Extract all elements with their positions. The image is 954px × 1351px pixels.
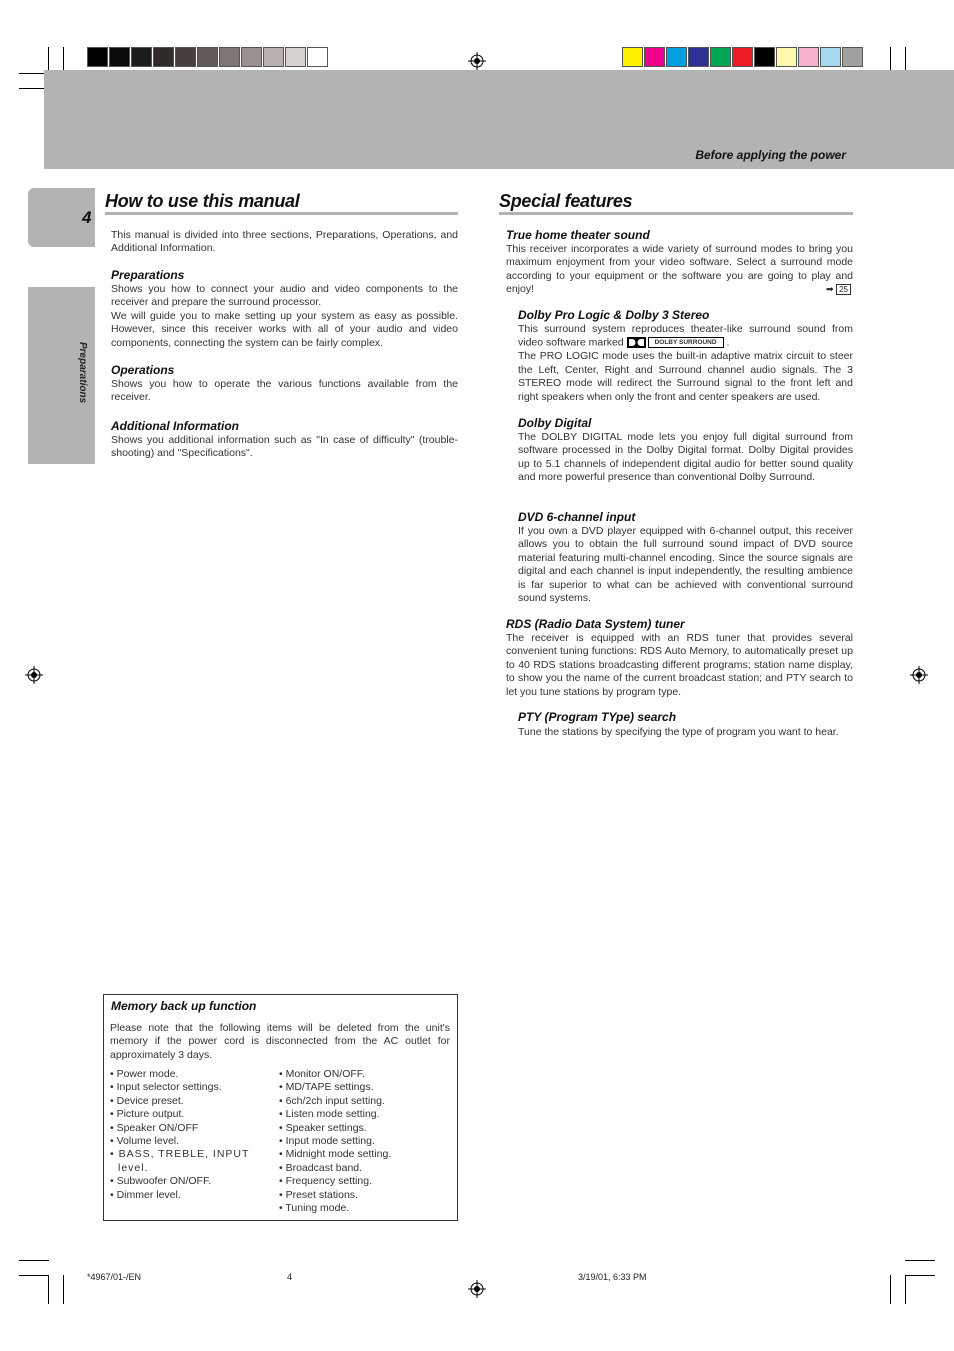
memory-list-col2	[279, 1068, 449, 1215]
title-rule	[105, 212, 458, 215]
color-swatch	[688, 47, 709, 67]
list-item: • Speaker ON/OFF	[110, 1121, 199, 1134]
color-swatch	[285, 47, 306, 67]
color-swatch	[754, 47, 775, 67]
dolby-surround-label: DOLBY SURROUND	[648, 337, 724, 348]
list-item: • Tuning mode.	[279, 1202, 350, 1215]
color-swatch	[241, 47, 262, 67]
color-swatch	[776, 47, 797, 67]
color-swatch	[732, 47, 753, 67]
footer-date: 3/19/01, 6:33 PM	[578, 1272, 647, 1282]
color-swatch	[175, 47, 196, 67]
list-item: • Listen mode setting.	[279, 1108, 380, 1121]
color-swatch	[219, 47, 240, 67]
color-swatch	[798, 47, 819, 67]
feature-text: The receiver is equipped with an RDS tuner that provides several convenient tuning functions: RDS Auto Memory, to automatically preset up to 40 RDS stations broadcasting different programs; station name display, to show you the name of the current broadcast station; and PTY search to let you tune stations by program type.	[506, 632, 853, 698]
page-ref-number: 25	[836, 284, 851, 295]
list-item: • Preset stations.	[279, 1188, 358, 1201]
color-swatch	[820, 47, 841, 67]
section-heading: Preparations	[111, 268, 185, 282]
left-intro: This manual is divided into three sections, Preparations, Operations, and Additional Information.	[111, 229, 458, 255]
list-item: • Power mode.	[110, 1068, 179, 1080]
color-swatch	[263, 47, 284, 67]
section-heading: Operations	[111, 363, 175, 377]
color-swatch	[131, 47, 152, 67]
section-label: Before applying the power	[695, 148, 846, 162]
crop-mark	[63, 1275, 64, 1304]
page-reference	[826, 284, 851, 295]
feature-text: If you own a DVD player equipped with 6-channel output, this receiver allows you to obtain the full surround sound impact of DVD source material featuring multi-channel encoding. Since the source signals are digital and each channel is input independently, the resulting ambience is far superior to what can be achieved with conventional surround sound systems.	[518, 525, 853, 605]
left-title: How to use this manual	[105, 191, 300, 211]
list-item: • BASS, TREBLE, INPUT level.	[110, 1148, 250, 1174]
list-item: • 6ch/2ch input setting.	[279, 1094, 385, 1107]
footer-page: 4	[287, 1272, 293, 1282]
section-text: Shows you how to connect your audio and video components to the receiver and prepare the surround processor. We will guide you to make setting up your system as easy as possible. However, since this receiver works with all of your audio and video components, connecting the system can be fairly complex.	[111, 283, 458, 349]
feature-text: Tune the stations by specifying the type of program you want to hear.	[518, 726, 839, 738]
feature-heading: DVD 6-channel input	[518, 510, 636, 524]
list-item: • Speaker settings.	[279, 1121, 367, 1134]
list-item: • Midnight mode setting.	[279, 1148, 392, 1161]
feature-heading: RDS (Radio Data System) tuner	[506, 617, 685, 631]
list-item: • Input mode setting.	[279, 1135, 375, 1148]
list-item: • Monitor ON/OFF.	[279, 1068, 365, 1080]
crop-mark	[19, 1275, 49, 1276]
memory-list-col1	[110, 1068, 265, 1202]
color-swatch	[666, 47, 687, 67]
feature-text-b: The PRO LOGIC mode uses the built-in adaptive matrix circuit to steer the Left, Center, Right and Surround channel audio signals. The 3 STEREO mode will redirect the Surround signal to the front left and right speakers when only the front and center speakers are used.	[518, 350, 853, 403]
dolby-logo	[627, 336, 724, 349]
list-item: • Volume level.	[110, 1135, 180, 1148]
registration-target-icon	[468, 52, 486, 70]
registration-target-icon	[25, 666, 43, 684]
color-swatch	[644, 47, 665, 67]
list-item: • Device preset.	[110, 1094, 184, 1107]
list-item: • Dimmer level.	[110, 1188, 181, 1201]
arrow-right-icon: ➡	[826, 284, 834, 294]
list-item: • Input selector settings.	[110, 1081, 222, 1094]
list-item: • MD/TAPE settings.	[279, 1081, 374, 1094]
feature-heading: Dolby Pro Logic & Dolby 3 Stereo	[518, 308, 710, 322]
right-title: Special features	[499, 191, 633, 211]
sidebar-label: Preparations	[77, 342, 88, 404]
section-text: Shows you how to operate the various functions available from the receiver.	[111, 378, 458, 404]
crop-mark	[890, 1275, 891, 1304]
feature-text: This receiver incorporates a wide variety of surround modes to bring you maximum enjoyment from your video software. Select a surround mode according to your equipment or the software you are going to play and enjoy!	[506, 243, 853, 296]
list-item: • Picture output.	[110, 1108, 185, 1121]
section-heading: Additional Information	[111, 419, 239, 433]
color-swatch	[842, 47, 863, 67]
feature-heading: Dolby Digital	[518, 416, 592, 430]
crop-mark	[905, 1275, 935, 1276]
list-item: • Subwoofer ON/OFF.	[110, 1175, 212, 1188]
memory-title: Memory back up function	[111, 999, 257, 1013]
color-swatch	[622, 47, 643, 67]
title-rule	[499, 212, 853, 215]
feature-text: This surround system reproduces theater-like surround sound from video software marked DOLBY SURROUND . The PRO LOGIC mode uses the built-in adaptive matrix circuit to steer the Left, Center, Right and Surround channel audio signals. The 3 STEREO mode will redirect the Surround signal to the front left and right speakers when only the front and center speakers are used.	[518, 323, 853, 403]
color-swatch	[197, 47, 218, 67]
section-text: Shows you additional information such as "In case of difficulty" (trouble-shooting) and "Specifications".	[111, 434, 458, 460]
footer-code: *4967/01-/EN	[87, 1272, 142, 1282]
registration-target-icon	[910, 666, 928, 684]
feature-heading: PTY (Program TYpe) search	[518, 710, 677, 724]
memory-intro: Please note that the following items will be deleted from the unit's memory if the power cord is disconnected from the AC outlet for approximately 3 days.	[110, 1022, 450, 1061]
page-number: 4	[82, 208, 92, 227]
dolby-double-d-icon	[627, 337, 646, 348]
memory-backup-box	[103, 994, 458, 1221]
feature-text-a: This surround system reproduces theater-like surround sound from video software marked	[518, 323, 853, 349]
feature-heading: True home theater sound	[506, 228, 650, 242]
registration-target-icon	[468, 1280, 486, 1298]
crop-mark	[48, 1275, 49, 1304]
color-swatch	[109, 47, 130, 67]
list-item: • Broadcast band.	[279, 1161, 363, 1174]
crop-mark	[19, 1260, 49, 1261]
color-swatch	[710, 47, 731, 67]
list-item: • Frequency setting.	[279, 1175, 372, 1188]
color-swatch	[87, 47, 108, 67]
feature-text: The DOLBY DIGITAL mode lets you enjoy full digital surround from software processed in the Dolby Digital format. Dolby Digital provides up to 5.1 channels of independent digital audio for better sound quality and more powerful presence than conventional Dolby Surround.	[518, 431, 853, 484]
color-swatch	[307, 47, 328, 67]
crop-mark	[905, 1275, 906, 1304]
crop-mark	[905, 1260, 935, 1261]
color-swatch	[153, 47, 174, 67]
